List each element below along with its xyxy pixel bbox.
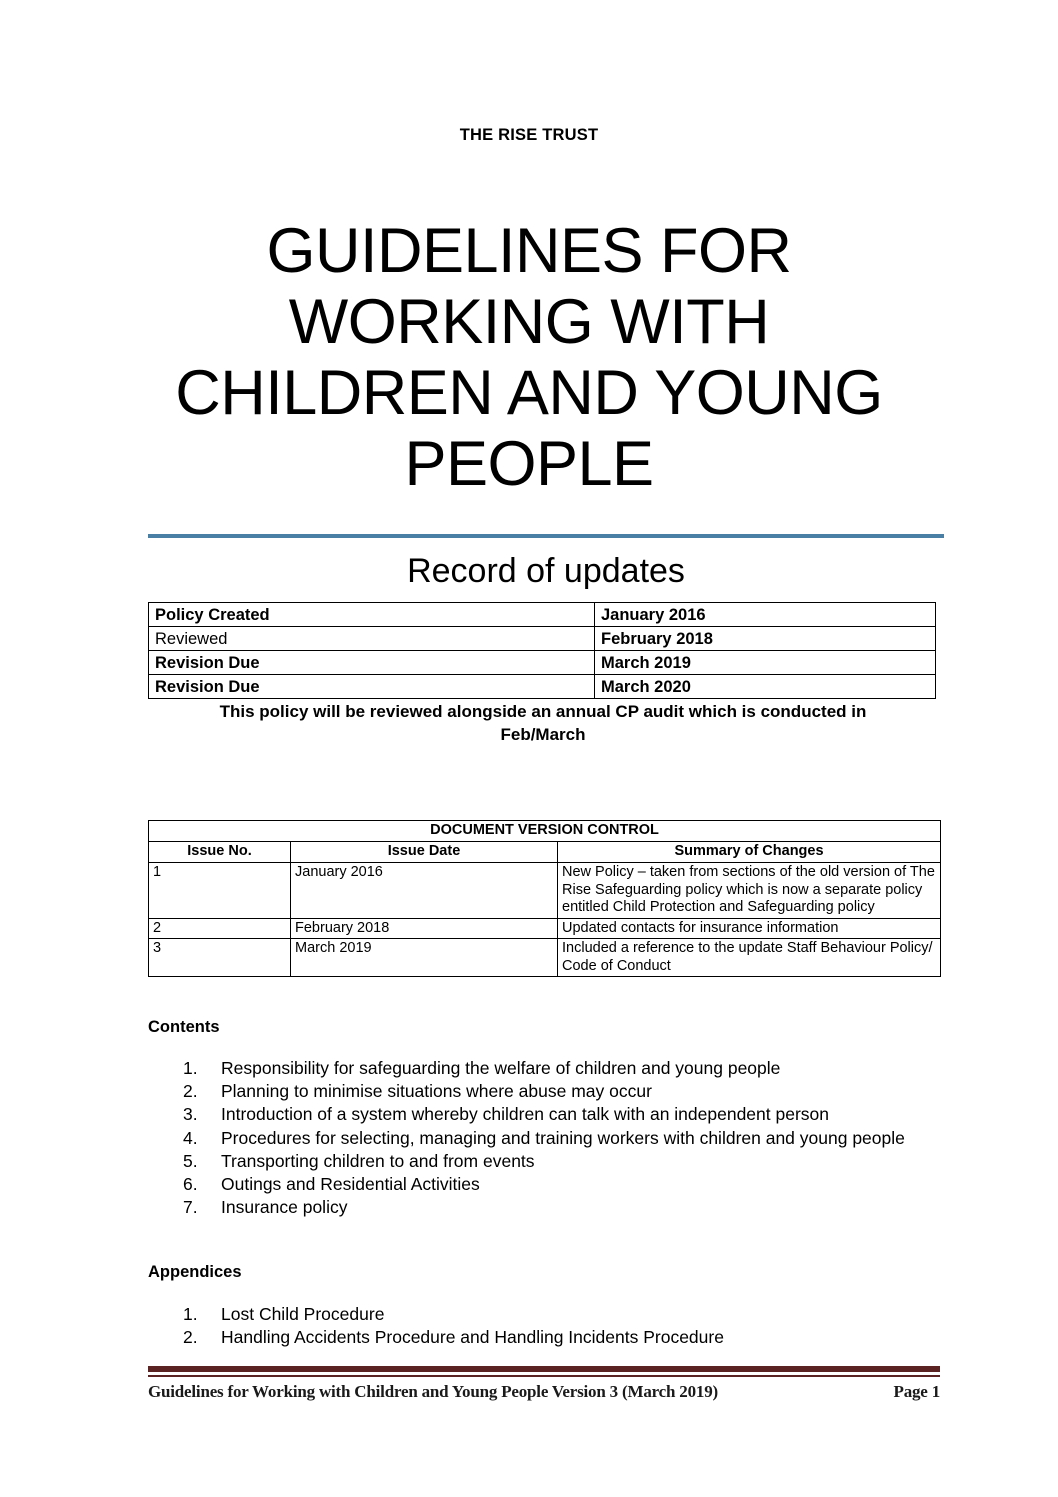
page-footer [148,1382,940,1402]
list-item-number: 7. [183,1197,198,1218]
list-item [183,1150,943,1173]
organisation-name: THE RISE TRUST [459,126,599,144]
column-header: Summary of Changes [558,842,941,863]
list-item-number: 4. [183,1127,198,1148]
table-row [149,918,941,939]
record-label-cell: Policy Created [149,603,595,627]
list-item [183,1127,943,1150]
contents-list [183,1057,943,1219]
list-item [183,1196,943,1219]
record-value-cell: February 2018 [595,627,936,651]
footer-rule-thick [148,1366,940,1372]
list-item-number: 6. [183,1174,198,1195]
record-of-updates-note: This policy will be reviewed alongside an annual CP audit which is conducted in Feb/March [219,702,867,744]
table-row [149,863,941,919]
list-item-label: Outings and Residential Activities [221,1174,480,1195]
list-item-label: Procedures for selecting, managing and training workers with children and young people [221,1127,905,1148]
issue-date-cell: February 2018 [291,918,558,939]
table-row [149,651,936,675]
list-item [183,1103,943,1126]
footer-rule-thin [148,1375,940,1377]
list-item [183,1326,943,1349]
record-of-updates-table [148,602,936,699]
list-item-label: Insurance policy [221,1197,348,1218]
table-row [149,627,936,651]
table-row [149,675,936,699]
column-header: Issue No. [149,842,291,863]
list-item [183,1173,943,1196]
list-item-number: 1. [183,1304,198,1324]
record-value-cell: January 2016 [595,603,936,627]
list-item [183,1303,943,1326]
contents-heading: Contents [148,1018,220,1036]
record-value-cell: March 2020 [595,675,936,699]
issue-date-cell: January 2016 [291,863,558,919]
list-item-number: 2. [183,1081,198,1102]
list-item-label: Responsibility for safeguarding the welfare of children and young people [221,1058,781,1078]
record-label-cell: Revision Due [149,675,595,699]
record-value-cell: March 2019 [595,651,936,675]
list-item-label: Introduction of a system whereby children can talk with an independent person [221,1104,829,1125]
record-of-updates-heading: Record of updates [407,552,685,590]
footer-page-number: Page 1 [893,1382,940,1401]
list-item-number: 1. [183,1058,198,1078]
table-row [149,939,941,977]
column-header: Issue Date [291,842,558,863]
record-label-cell: Reviewed [149,627,595,651]
page-title: GUIDELINES FOR WORKING WITH CHILDREN AND YOUNG PEOPLE [175,216,883,499]
table-row [149,603,936,627]
appendices-heading: Appendices [148,1263,242,1281]
list-item-number: 5. [183,1150,198,1171]
issue-no-cell: 1 [149,863,291,919]
issue-date-cell: March 2019 [291,939,558,977]
list-item-label: Lost Child Procedure [221,1304,385,1324]
summary-cell: Updated contacts for insurance information [558,918,941,939]
issue-no-cell: 2 [149,918,291,939]
document-version-control-table [148,820,941,977]
appendices-list [183,1303,943,1349]
list-item-label: Planning to minimise situations where abuse may occur [221,1081,652,1102]
list-item-number: 3. [183,1104,198,1125]
blue-divider-rule [148,534,944,538]
list-item [183,1057,943,1080]
issue-no-cell: 3 [149,939,291,977]
list-item-label: Handling Accidents Procedure and Handling Incidents Procedure [221,1327,724,1348]
list-item-label: Transporting children to and from events [221,1150,535,1171]
summary-cell: New Policy – taken from sections of the old version of The Rise Safeguarding policy which is now a separate policy entitled Child Protection and Safeguarding policy [558,863,941,919]
version-control-title: DOCUMENT VERSION CONTROL [149,821,941,842]
table-header-row [149,842,941,863]
footer-document-label: Guidelines for Working with Children and Young People Version 3 (March 2019) [148,1382,718,1401]
summary-cell: Included a reference to the update Staff Behaviour Policy/ Code of Conduct [558,939,941,977]
list-item [183,1080,943,1103]
table-title-row [149,821,941,842]
list-item-number: 2. [183,1327,198,1348]
record-label-cell: Revision Due [149,651,595,675]
